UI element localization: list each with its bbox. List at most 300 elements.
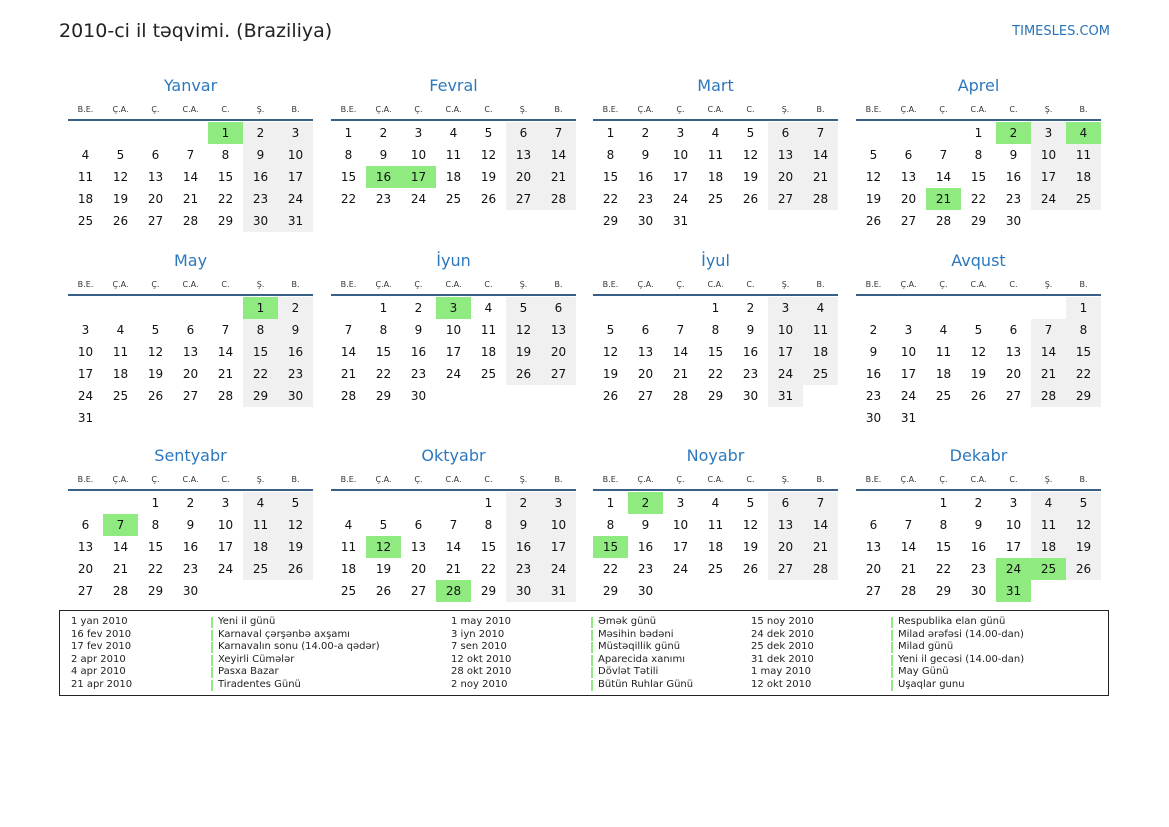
day-cell: 11 — [480, 323, 497, 337]
weekday-label: C.A. — [445, 280, 462, 289]
day-cell: 2 — [186, 496, 195, 510]
legend-holiday-name: Milad ərəfəsi (14.00-dan) — [898, 628, 1024, 640]
day-cell: 13 — [147, 170, 164, 184]
day-cell: 10 — [541, 514, 576, 536]
day-cell: 4 — [116, 323, 125, 337]
day-cell: 3 — [541, 492, 576, 514]
day-cell: 8 — [606, 518, 615, 532]
day-cell: 10 — [672, 518, 689, 532]
legend-date: 1 may 2010 — [751, 666, 811, 678]
day-cell: 6 — [904, 148, 913, 162]
day-cell: 19 — [1066, 536, 1101, 558]
day-cell: 6 — [768, 492, 803, 514]
day-cell: 13 — [768, 514, 803, 536]
day-cell: 17 — [768, 341, 803, 363]
weekday-label: B. — [1079, 105, 1088, 114]
day-cell: 23 — [865, 389, 882, 403]
day-cell: 22 — [147, 562, 164, 576]
day-cell: 15 — [243, 341, 278, 363]
day-cell: 15 — [602, 170, 619, 184]
day-cell: 19 — [480, 170, 497, 184]
day-cell: 8 — [344, 148, 353, 162]
day-cell: 18 — [707, 540, 724, 554]
day-cell: 25 — [340, 584, 357, 598]
holiday-day-cell: 16 — [366, 166, 401, 188]
day-cell: 16 — [637, 170, 654, 184]
day-cell: 9 — [869, 345, 878, 359]
day-cell: 15 — [480, 540, 497, 554]
day-cell: 29 — [375, 389, 392, 403]
day-cell: 13 — [541, 319, 576, 341]
day-cell: 18 — [803, 341, 838, 363]
day-cell: 15 — [147, 540, 164, 554]
day-cell: 5 — [869, 148, 878, 162]
day-cell: 10 — [900, 345, 917, 359]
day-cell: 11 — [803, 319, 838, 341]
day-cell: 7 — [186, 148, 195, 162]
weekday-label: C. — [221, 105, 230, 114]
day-cell: 28 — [803, 558, 838, 580]
day-cell: 29 — [147, 584, 164, 598]
weekday-label: C.A. — [970, 105, 987, 114]
day-cell: 4 — [449, 126, 458, 140]
day-cell: 22 — [375, 367, 392, 381]
day-cell: 28 — [182, 214, 199, 228]
weekday-label: Ç. — [151, 280, 160, 289]
day-cell: 19 — [742, 170, 759, 184]
weekday-label: C. — [1009, 105, 1018, 114]
day-cell: 31 — [541, 580, 576, 602]
weekday-label: B.E. — [77, 280, 94, 289]
day-cell: 18 — [445, 170, 462, 184]
day-cell: 11 — [112, 345, 129, 359]
weekday-label: B. — [291, 105, 300, 114]
weekday-label: C. — [1009, 475, 1018, 484]
day-cell: 1 — [711, 301, 720, 315]
day-cell: 30 — [1005, 214, 1022, 228]
day-cell: 31 — [900, 411, 917, 425]
legend-date: 12 okt 2010 — [751, 679, 812, 690]
day-cell: 1 — [939, 496, 948, 510]
day-cell: 14 — [445, 540, 462, 554]
weekday-label: C.A. — [970, 280, 987, 289]
day-cell: 3 — [1009, 496, 1018, 510]
day-cell: 12 — [742, 518, 759, 532]
day-cell: 8 — [221, 148, 230, 162]
day-cell: 2 — [746, 301, 755, 315]
day-cell: 17 — [672, 170, 689, 184]
day-cell: 20 — [147, 192, 164, 206]
day-cell: 26 — [602, 389, 619, 403]
legend-date: 15 noy 2010 — [751, 616, 814, 627]
weekday-label: C.A. — [707, 105, 724, 114]
day-cell: 22 — [970, 192, 987, 206]
page-title: 2010-ci il təqvimi. (Braziliya) — [59, 20, 333, 42]
weekday-label: Ş. — [1044, 475, 1053, 484]
legend-holiday-name: Müstəqillik günü — [598, 641, 681, 653]
day-cell: 7 — [344, 323, 353, 337]
day-cell: 2 — [641, 126, 650, 140]
day-cell: 21 — [672, 367, 689, 381]
weekday-label: B. — [554, 475, 563, 484]
day-cell: 5 — [606, 323, 615, 337]
day-cell: 20 — [1005, 367, 1022, 381]
day-cell: 26 — [742, 192, 759, 206]
day-cell: 26 — [480, 192, 497, 206]
day-cell: 2 — [506, 492, 541, 514]
day-cell: 21 — [217, 367, 234, 381]
day-cell: 22 — [935, 562, 952, 576]
day-cell: 17 — [77, 367, 94, 381]
holiday-day-cell: 15 — [593, 536, 628, 558]
month-name: İyun — [436, 251, 471, 270]
day-cell: 23 — [970, 562, 987, 576]
weekday-label: B. — [291, 475, 300, 484]
day-cell: 5 — [151, 323, 160, 337]
day-cell: 3 — [768, 297, 803, 319]
month-name: Noyabr — [686, 446, 745, 465]
day-cell: 7 — [676, 323, 685, 337]
day-cell: 21 — [541, 166, 576, 188]
day-cell: 18 — [1066, 166, 1101, 188]
day-cell: 19 — [742, 540, 759, 554]
weekday-label: C.A. — [970, 475, 987, 484]
day-cell: 27 — [768, 188, 803, 210]
day-cell: 14 — [803, 144, 838, 166]
day-cell: 13 — [1005, 345, 1022, 359]
legend-date: 24 dek 2010 — [751, 628, 814, 640]
day-cell: 30 — [742, 389, 759, 403]
weekday-label: Ş. — [781, 105, 790, 114]
legend-date: 1 yan 2010 — [71, 616, 128, 627]
day-cell: 22 — [1066, 363, 1101, 385]
month-divider — [856, 294, 1101, 296]
day-cell: 25 — [112, 389, 129, 403]
day-cell: 25 — [243, 558, 278, 580]
day-cell: 17 — [1005, 540, 1022, 554]
legend-holiday-name: Respublika elan günü — [898, 616, 1006, 627]
day-cell: 15 — [970, 170, 987, 184]
day-cell: 12 — [147, 345, 164, 359]
day-cell: 11 — [707, 148, 724, 162]
day-cell: 4 — [484, 301, 493, 315]
holiday-day-cell: 7 — [103, 514, 138, 536]
day-cell: 20 — [182, 367, 199, 381]
day-cell: 23 — [410, 367, 427, 381]
day-cell: 28 — [900, 584, 917, 598]
day-cell: 12 — [742, 148, 759, 162]
legend-marker — [211, 630, 213, 641]
day-cell: 20 — [77, 562, 94, 576]
weekday-label: Ç. — [414, 280, 423, 289]
day-cell: 1 — [484, 496, 493, 510]
day-cell: 22 — [602, 562, 619, 576]
day-cell: 23 — [375, 192, 392, 206]
day-cell: 18 — [340, 562, 357, 576]
weekday-label: C.A. — [182, 475, 199, 484]
day-cell: 27 — [410, 584, 427, 598]
holiday-day-cell: 17 — [401, 166, 436, 188]
legend-holiday-name: Tiradentes Günü — [218, 679, 301, 690]
month-name: Yanvar — [163, 76, 218, 95]
legend-holiday-name: Bütün Ruhlar Günü — [598, 679, 694, 690]
weekday-label: Ç.A. — [900, 280, 917, 289]
day-cell: 16 — [506, 536, 541, 558]
day-cell: 9 — [641, 518, 650, 532]
weekday-label: B.E. — [602, 105, 619, 114]
month-name: Aprel — [957, 76, 1000, 95]
day-cell: 28 — [803, 188, 838, 210]
day-cell: 17 — [541, 536, 576, 558]
legend-marker — [211, 617, 213, 628]
weekday-label: B.E. — [602, 475, 619, 484]
day-cell: 13 — [900, 170, 917, 184]
day-cell: 25 — [77, 214, 94, 228]
weekday-label: Ç.A. — [375, 475, 392, 484]
holiday-day-cell: 31 — [996, 580, 1031, 602]
day-cell: 12 — [970, 345, 987, 359]
day-cell: 3 — [81, 323, 90, 337]
weekday-label: Ş. — [256, 105, 265, 114]
day-cell: 21 — [803, 166, 838, 188]
day-cell: 29 — [243, 385, 278, 407]
day-cell: 27 — [865, 584, 882, 598]
day-cell: 12 — [506, 319, 541, 341]
day-cell: 5 — [116, 148, 125, 162]
day-cell: 8 — [939, 518, 948, 532]
day-cell: 17 — [900, 367, 917, 381]
weekday-label: C.A. — [707, 475, 724, 484]
day-cell: 22 — [602, 192, 619, 206]
day-cell: 6 — [641, 323, 650, 337]
weekday-label: B. — [291, 280, 300, 289]
day-cell: 10 — [217, 518, 234, 532]
holiday-day-cell: 1 — [208, 122, 243, 144]
legend-marker — [591, 667, 593, 678]
day-cell: 30 — [410, 389, 427, 403]
day-cell: 16 — [865, 367, 882, 381]
day-cell: 22 — [243, 363, 278, 385]
day-cell: 1 — [606, 126, 615, 140]
weekday-label: C. — [221, 475, 230, 484]
day-cell: 5 — [746, 496, 755, 510]
legend-holiday-name: Karnaval çərşənbə axşamı — [218, 628, 350, 640]
day-cell: 14 — [900, 540, 917, 554]
day-cell: 22 — [707, 367, 724, 381]
day-cell: 27 — [1005, 389, 1022, 403]
day-cell: 9 — [641, 148, 650, 162]
day-cell: 8 — [974, 148, 983, 162]
legend-marker — [891, 630, 893, 641]
day-cell: 3 — [1031, 122, 1066, 144]
day-cell: 1 — [1066, 297, 1101, 319]
day-cell: 9 — [506, 514, 541, 536]
day-cell: 3 — [414, 126, 423, 140]
day-cell: 27 — [147, 214, 164, 228]
day-cell: 14 — [182, 170, 199, 184]
weekday-label: C.A. — [445, 475, 462, 484]
month-divider — [331, 119, 576, 121]
day-cell: 28 — [1031, 385, 1066, 407]
month-divider — [68, 294, 313, 296]
month-divider — [856, 119, 1101, 121]
holiday-day-cell: 12 — [366, 536, 401, 558]
day-cell: 10 — [445, 323, 462, 337]
weekday-label: B.E. — [602, 280, 619, 289]
weekday-label: C. — [484, 475, 493, 484]
day-cell: 29 — [602, 214, 619, 228]
day-cell: 24 — [410, 192, 427, 206]
weekday-label: B.E. — [340, 475, 357, 484]
day-cell: 11 — [445, 148, 462, 162]
legend-date: 7 sen 2010 — [451, 641, 507, 653]
legend-date: 2 noy 2010 — [451, 679, 508, 690]
weekday-label: B. — [816, 105, 825, 114]
weekday-label: Ç.A. — [375, 105, 392, 114]
day-cell: 10 — [1031, 144, 1066, 166]
weekday-label: Ç. — [939, 105, 948, 114]
day-cell: 11 — [340, 540, 357, 554]
weekday-label: Ş. — [519, 105, 528, 114]
site-link[interactable]: TIMESLES.COM — [1012, 24, 1110, 39]
day-cell: 6 — [414, 518, 423, 532]
day-cell: 6 — [541, 297, 576, 319]
legend-date: 21 apr 2010 — [71, 679, 133, 690]
month-divider — [68, 119, 313, 121]
weekday-label: Ç.A. — [637, 280, 654, 289]
month-divider — [331, 294, 576, 296]
day-cell: 11 — [935, 345, 952, 359]
legend-marker — [891, 617, 893, 628]
day-cell: 3 — [904, 323, 913, 337]
day-cell: 23 — [278, 363, 313, 385]
day-cell: 1 — [974, 126, 983, 140]
day-cell: 7 — [221, 323, 230, 337]
day-cell: 18 — [935, 367, 952, 381]
day-cell: 25 — [480, 367, 497, 381]
day-cell: 2 — [974, 496, 983, 510]
weekday-label: C. — [746, 280, 755, 289]
day-cell: 2 — [278, 297, 313, 319]
day-cell: 3 — [278, 122, 313, 144]
day-cell: 20 — [900, 192, 917, 206]
month-name: İyul — [701, 251, 730, 270]
day-cell: 30 — [182, 584, 199, 598]
day-cell: 9 — [186, 518, 195, 532]
day-cell: 27 — [900, 214, 917, 228]
weekday-label: Ş. — [519, 280, 528, 289]
day-cell: 18 — [707, 170, 724, 184]
legend-date: 3 iyn 2010 — [451, 628, 505, 640]
weekday-label: Ç.A. — [637, 105, 654, 114]
legend-holiday-name: Karnavalın sonu (14.00-a qədər) — [218, 641, 380, 653]
day-cell: 23 — [637, 562, 654, 576]
day-cell: 26 — [970, 389, 987, 403]
day-cell: 19 — [506, 341, 541, 363]
weekday-label: B.E. — [77, 475, 94, 484]
day-cell: 26 — [865, 214, 882, 228]
weekday-label: Ç. — [151, 475, 160, 484]
day-cell: 1 — [151, 496, 160, 510]
day-cell: 24 — [217, 562, 234, 576]
weekday-label: Ç. — [676, 280, 685, 289]
day-cell: 22 — [340, 192, 357, 206]
day-cell: 7 — [449, 518, 458, 532]
legend-date: 31 dek 2010 — [751, 653, 814, 665]
weekday-label: Ç. — [414, 475, 423, 484]
weekday-label: Ş. — [519, 475, 528, 484]
weekday-label: C. — [484, 280, 493, 289]
weekday-label: Ş. — [781, 280, 790, 289]
day-cell: 5 — [379, 518, 388, 532]
day-cell: 17 — [1031, 166, 1066, 188]
day-cell: 24 — [672, 192, 689, 206]
day-cell: 25 — [1066, 188, 1101, 210]
month-name: Sentyabr — [154, 446, 227, 465]
day-cell: 19 — [278, 536, 313, 558]
weekday-label: B.E. — [865, 475, 882, 484]
weekday-label: Ş. — [256, 280, 265, 289]
day-cell: 17 — [445, 345, 462, 359]
day-cell: 24 — [541, 558, 576, 580]
day-cell: 1 — [344, 126, 353, 140]
day-cell: 6 — [81, 518, 90, 532]
day-cell: 26 — [278, 558, 313, 580]
weekday-label: C. — [484, 105, 493, 114]
day-cell: 8 — [484, 518, 493, 532]
month-name: Dekabr — [949, 446, 1008, 465]
weekday-label: Ç.A. — [900, 475, 917, 484]
day-cell: 21 — [182, 192, 199, 206]
weekday-label: C. — [1009, 280, 1018, 289]
day-cell: 18 — [77, 192, 94, 206]
holiday-day-cell: 4 — [1066, 122, 1101, 144]
day-cell: 20 — [541, 341, 576, 363]
day-cell: 27 — [637, 389, 654, 403]
holiday-day-cell: 2 — [628, 492, 663, 514]
month-name: Mart — [697, 76, 734, 95]
day-cell: 29 — [935, 584, 952, 598]
day-cell: 4 — [711, 496, 720, 510]
day-cell: 24 — [445, 367, 462, 381]
weekday-label: C.A. — [445, 105, 462, 114]
day-cell: 21 — [803, 536, 838, 558]
legend-date: 16 fev 2010 — [71, 628, 132, 640]
day-cell: 26 — [1066, 558, 1101, 580]
day-cell: 27 — [77, 584, 94, 598]
day-cell: 15 — [375, 345, 392, 359]
day-cell: 16 — [182, 540, 199, 554]
holiday-day-cell: 28 — [436, 580, 471, 602]
day-cell: 16 — [410, 345, 427, 359]
day-cell: 23 — [182, 562, 199, 576]
weekday-label: Ç.A. — [112, 475, 129, 484]
day-cell: 14 — [217, 345, 234, 359]
day-cell: 7 — [1031, 319, 1066, 341]
day-cell: 8 — [243, 319, 278, 341]
weekday-label: Ç. — [939, 280, 948, 289]
weekday-label: B. — [816, 475, 825, 484]
legend-marker — [591, 630, 593, 641]
day-cell: 8 — [151, 518, 160, 532]
day-cell: 25 — [445, 192, 462, 206]
weekday-label: Ç.A. — [900, 105, 917, 114]
day-cell: 26 — [147, 389, 164, 403]
weekday-label: Ş. — [781, 475, 790, 484]
day-cell: 13 — [506, 144, 541, 166]
day-cell: 14 — [935, 170, 952, 184]
day-cell: 30 — [278, 385, 313, 407]
